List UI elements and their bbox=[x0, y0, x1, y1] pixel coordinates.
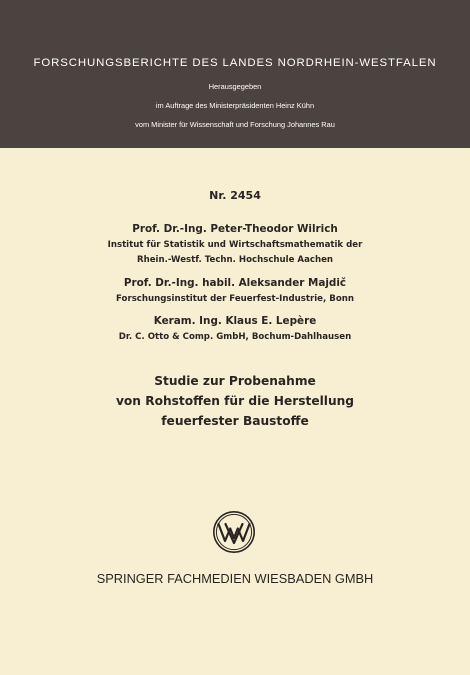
editor-line-2: im Auftrage des Ministerpräsidenten Heinz Kühn bbox=[155, 101, 315, 110]
report-number: Nr. 2454 bbox=[209, 189, 261, 202]
publisher-logo-icon bbox=[212, 510, 256, 554]
author-affiliation-2: Forschungsinstitut der Feuerfest-Industrie, Bonn bbox=[116, 294, 354, 304]
author-name-2: Prof. Dr.-Ing. habil. Aleksander Majdič bbox=[123, 277, 347, 289]
book-title-line-3: feuerfester Baustoffe bbox=[161, 414, 309, 428]
author-affiliation-3: Dr. C. Otto & Comp. GmbH, Bochum-Dahlhausen bbox=[118, 332, 352, 342]
publisher-name: SPRINGER FACHMEDIEN WIESBADEN GMBH bbox=[96, 571, 374, 586]
author-affiliation-1a: Institut für Statistik und Wirtschaftsmathematik der bbox=[107, 240, 363, 250]
editor-line-3: vom Minister für Wissenschaft und Forschung Johannes Rau bbox=[135, 120, 335, 129]
book-title-line-2: von Rohstoffen für die Herstellung bbox=[115, 394, 355, 408]
author-name-3: Keram. Ing. Klaus E. Lepère bbox=[153, 315, 317, 327]
series-title: FORSCHUNGSBERICHTE DES LANDES NORDRHEIN-WESTFALEN bbox=[33, 57, 437, 69]
author-name-1: Prof. Dr.-Ing. Peter-Theodor Wilrich bbox=[132, 223, 338, 235]
book-title-line-1: Studie zur Probenahme bbox=[154, 374, 316, 388]
author-affiliation-1b: Rhein.-Westf. Techn. Hochschule Aachen bbox=[136, 255, 334, 265]
series-header-band bbox=[0, 0, 470, 148]
editor-line-1: Herausgegeben bbox=[208, 82, 262, 91]
